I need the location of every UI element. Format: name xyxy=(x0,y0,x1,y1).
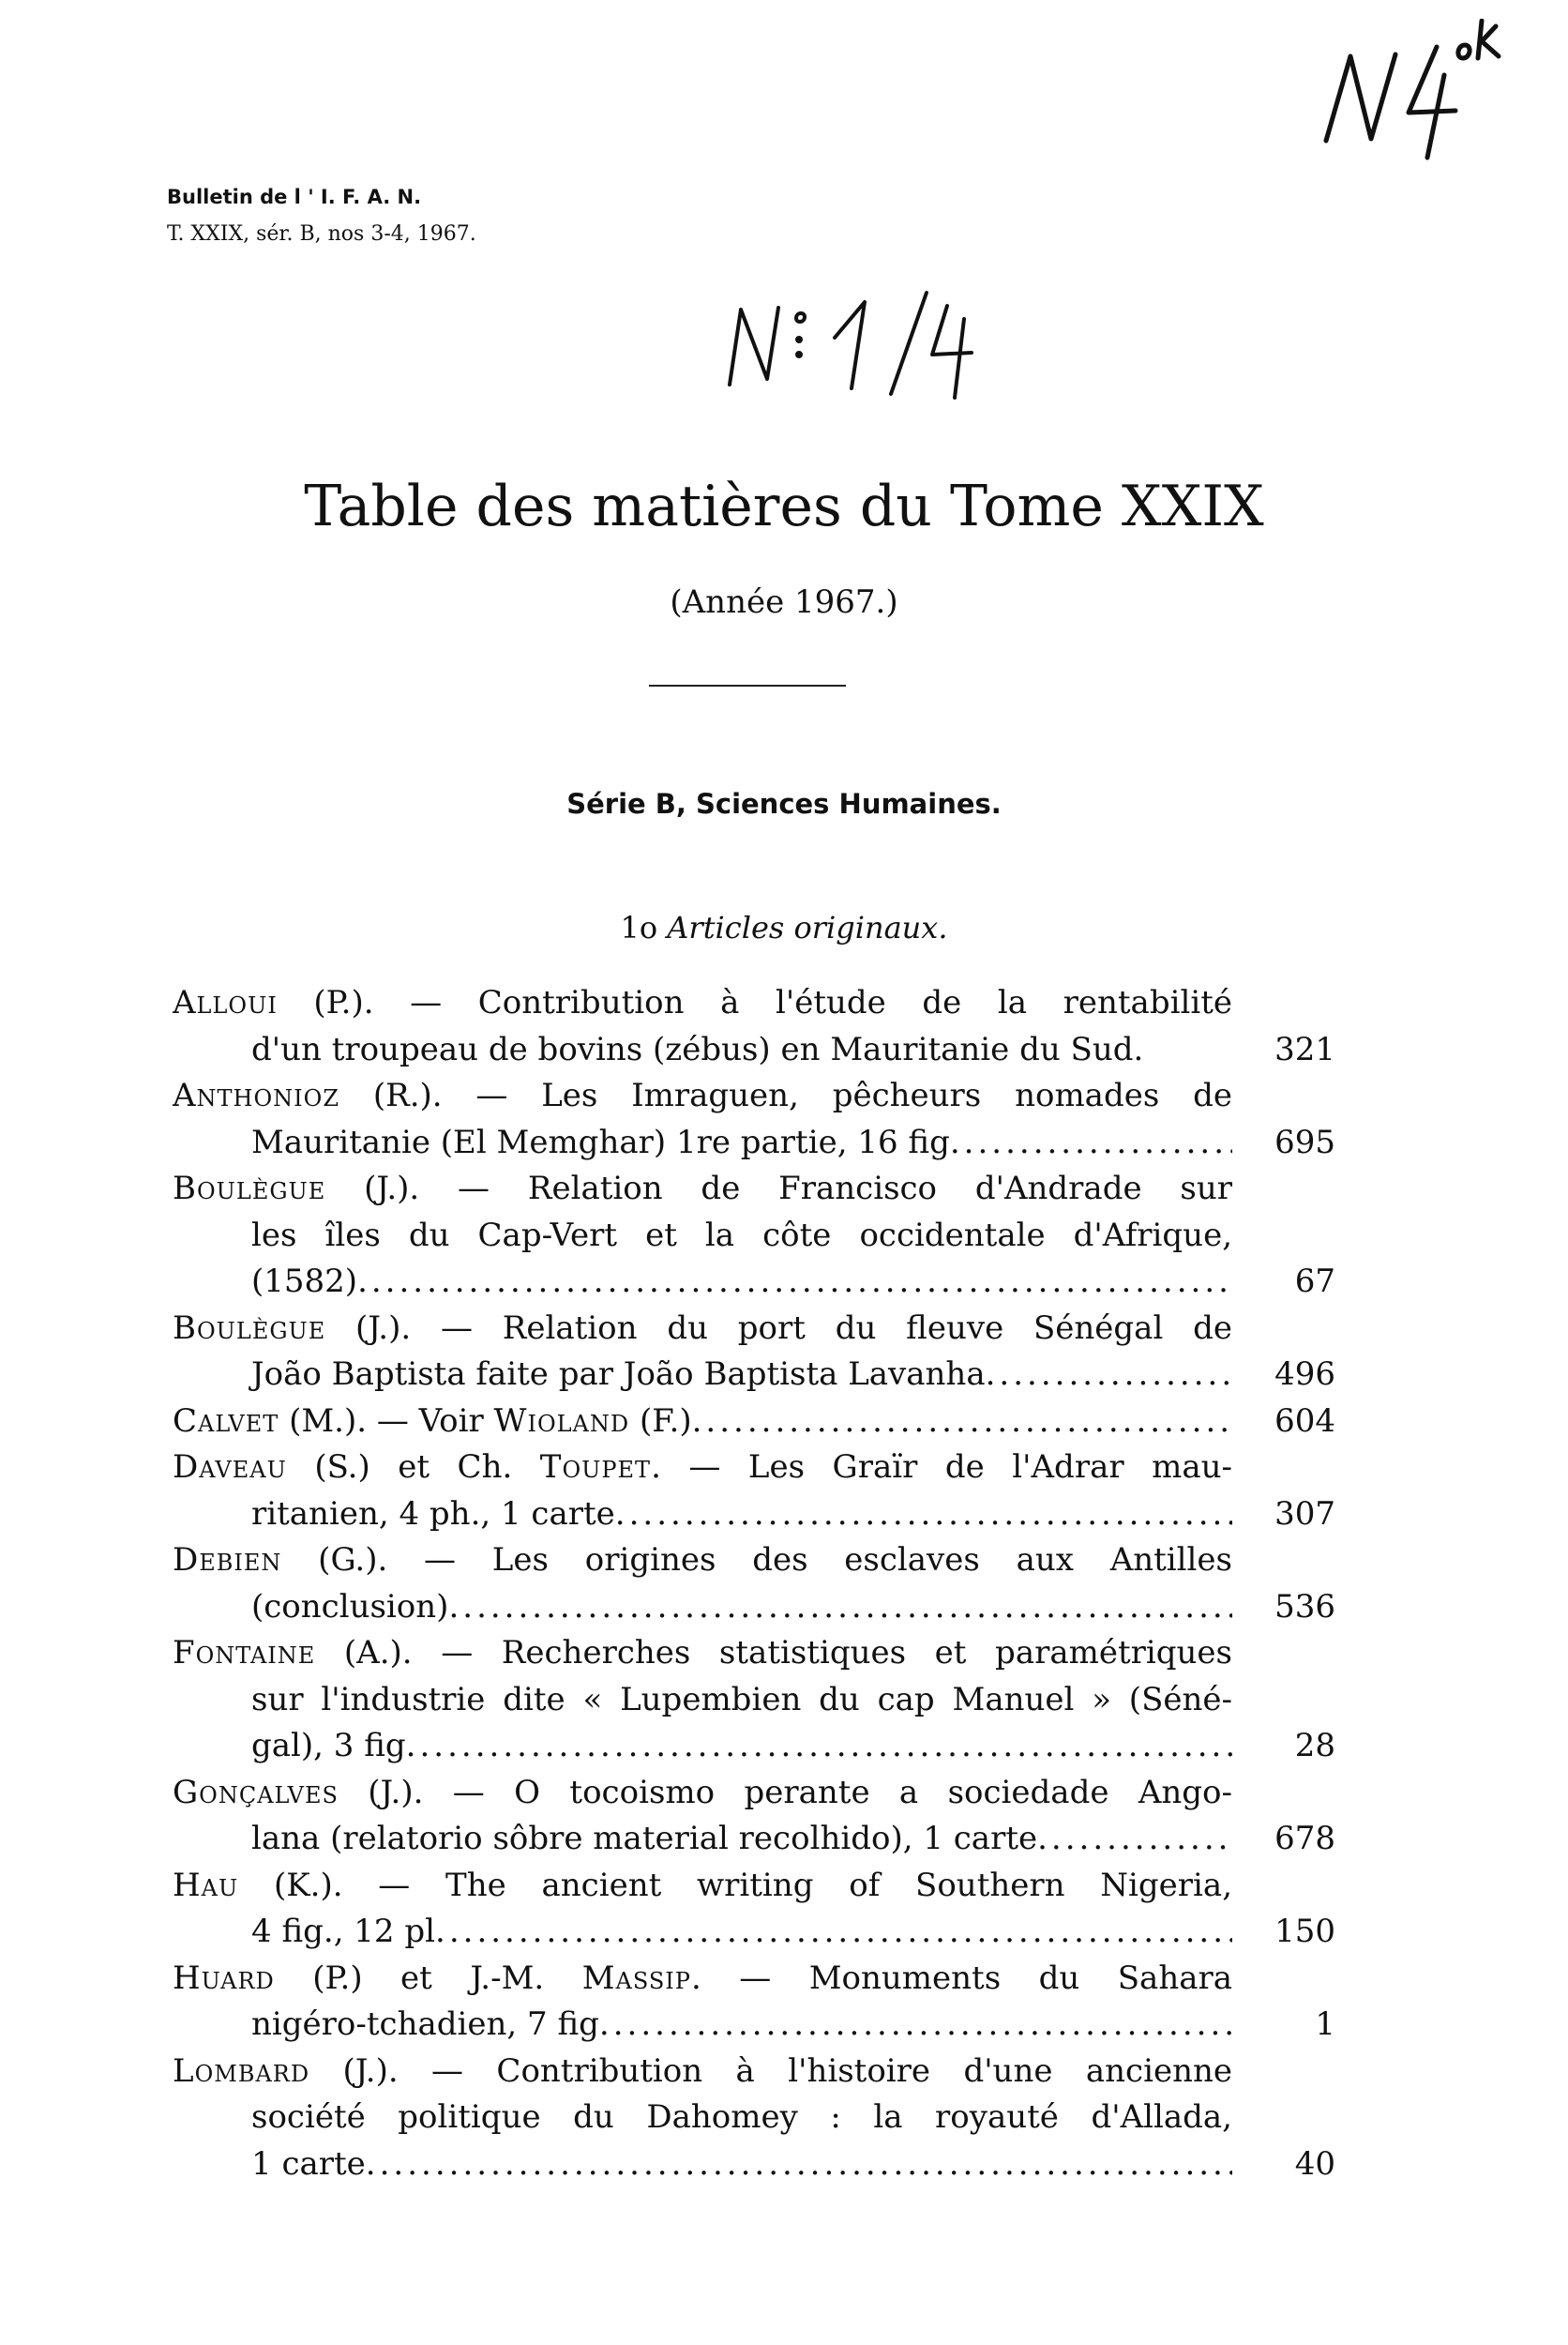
entry-continuation-line xyxy=(173,2095,1335,2141)
dot-leader xyxy=(950,1120,1232,1167)
page-number: 536 xyxy=(1274,1587,1335,1626)
page-number: 678 xyxy=(1274,1820,1335,1857)
entry-text: 4 fig., 12 pl xyxy=(251,1913,436,1950)
page-spacer xyxy=(1232,1677,1335,1724)
toc-entry xyxy=(173,1073,1335,1166)
page-spacer xyxy=(1232,2095,1335,2141)
entry-first-line xyxy=(173,1863,1335,1910)
page-spacer xyxy=(1232,1166,1335,1213)
entry-first-line xyxy=(173,980,1335,1027)
entry-heading xyxy=(173,1770,1232,1817)
page-spacer xyxy=(1232,1863,1335,1910)
entry-text: (F.) xyxy=(629,1401,692,1440)
entry-first-line xyxy=(173,1770,1335,1817)
entry-first-line xyxy=(173,1306,1335,1353)
section-label: Articles originaux. xyxy=(667,910,948,946)
entry-text: 1 carte xyxy=(251,2144,366,2183)
entry-text: (A.). — Recherches statistiques et paramétriques xyxy=(315,1634,1232,1672)
author-name: Calvet xyxy=(173,1401,279,1440)
toc-entry xyxy=(173,2049,1335,2188)
divider xyxy=(649,685,846,687)
handwritten-mark-top-right xyxy=(1305,19,1502,169)
entry-heading xyxy=(173,2049,1232,2095)
bulletin-title: Bulletin de l ' I. F. A. N. xyxy=(167,186,422,208)
entry-continuation-line xyxy=(173,1909,1335,1956)
entry-first-line xyxy=(173,1956,1335,2003)
entry-heading xyxy=(173,1630,1232,1677)
author-name: Hau xyxy=(173,1866,239,1904)
entry-text: sur l'industrie dite « Lupembien du cap Manuel » (Séné- xyxy=(251,1680,1232,1718)
entry-heading xyxy=(173,1073,1232,1120)
entry-text: (M.). — Voir xyxy=(279,1401,494,1440)
page-spacer xyxy=(1232,1073,1335,1120)
author-name: Gonçalves xyxy=(173,1773,339,1811)
page-number: 307 xyxy=(1274,1494,1335,1533)
entry-first-line xyxy=(173,1630,1335,1677)
entry-heading xyxy=(173,1956,1232,2003)
entry-first-line xyxy=(173,1166,1335,1213)
dot-leader xyxy=(615,1491,1232,1538)
dot-leader xyxy=(1037,1816,1232,1863)
author-name: Boulègue xyxy=(173,1309,326,1347)
page-spacer xyxy=(1232,1537,1335,1584)
entry-continuation-line xyxy=(173,1027,1335,1074)
toc-entry xyxy=(173,1956,1335,2049)
dot-leader xyxy=(357,1259,1232,1306)
entry-text: (S.) et Ch. xyxy=(286,1448,540,1486)
entry-heading xyxy=(173,1863,1232,1910)
entry-continuation-line xyxy=(173,1723,1335,1770)
entry-text: gal), 3 fig xyxy=(251,1727,406,1764)
entry-text: . — Monuments du Sahara xyxy=(690,1959,1233,1997)
page-spacer xyxy=(1232,1630,1335,1677)
dot-leader xyxy=(599,2002,1232,2049)
entry-text: (K.). — The ancient writing of Southern Nigeria, xyxy=(238,1866,1232,1904)
entry-text: João Baptista faite par João Baptista Lavanha xyxy=(251,1355,986,1393)
dot-leader xyxy=(448,1584,1232,1631)
entry-continuation-line xyxy=(173,1816,1335,1863)
toc-entry xyxy=(173,1630,1335,1770)
entry-text: (J.). — Contribution à l'histoire d'une ancienne xyxy=(309,2051,1232,2090)
entry-continuation-line xyxy=(173,1352,1335,1399)
entry-text: (R.). — Les Imraguen, pêcheurs nomades de xyxy=(339,1077,1232,1114)
bulletin-header xyxy=(167,178,476,253)
page-spacer xyxy=(1232,1213,1335,1260)
entry-heading xyxy=(173,1399,692,1445)
series-heading: Série B, Sciences Humaines. xyxy=(566,788,1002,820)
entry-text: nigéro-tchadien, 7 fig xyxy=(251,2005,599,2043)
entry-heading xyxy=(173,980,1232,1027)
dot-leader xyxy=(692,1399,1232,1445)
entry-first-line xyxy=(173,1445,1335,1491)
dot-leader xyxy=(986,1352,1232,1399)
entry-continuation-line xyxy=(173,1677,1335,1724)
dot-leader xyxy=(435,1909,1232,1956)
entry-continuation-line xyxy=(173,1259,1335,1306)
page-number: 496 xyxy=(1274,1355,1335,1393)
toc-entry xyxy=(173,1770,1335,1863)
entry-text: (P.) et J.-M. xyxy=(274,1959,582,1997)
entry-text: . — Les Graïr de l'Adrar mau- xyxy=(651,1448,1232,1486)
toc-entry xyxy=(173,1399,1335,1445)
page-number: 695 xyxy=(1274,1123,1335,1161)
page-spacer xyxy=(1232,1956,1335,2003)
entry-first-line xyxy=(173,1073,1335,1120)
entry-text: d'un troupeau de bovins (zébus) en Mauritanie du Sud. xyxy=(251,1030,1144,1068)
toc-entries xyxy=(173,980,1335,2187)
page-spacer xyxy=(1232,1445,1335,1491)
entry-text: (J.). — Relation du port du fleuve Sénégal de xyxy=(325,1309,1232,1347)
page-number: 150 xyxy=(1274,1913,1335,1950)
entry-text: les îles du Cap-Vert et la côte occidentale d'Afrique, xyxy=(251,1216,1232,1254)
entry-text: société politique du Dahomey : la royauté d'Allada, xyxy=(251,2098,1232,2136)
author-name: Boulègue xyxy=(173,1170,326,1207)
entry-heading xyxy=(173,1306,1232,1353)
entry-first-line xyxy=(173,1399,1335,1445)
spacer xyxy=(1143,1027,1232,1074)
entry-first-line xyxy=(173,1537,1335,1584)
page-number: 604 xyxy=(1274,1401,1335,1440)
entry-heading xyxy=(173,1537,1232,1584)
bulletin-volume: T. XXIX, sér. B, nos 3-4, 1967. xyxy=(167,222,476,246)
author-name: Toupet xyxy=(539,1448,652,1486)
toc-entry xyxy=(173,1445,1335,1537)
page-number: 67 xyxy=(1294,1263,1335,1300)
entry-text: (G.). — Les origines des esclaves aux Antilles xyxy=(281,1541,1232,1579)
entry-text: lana (relatorio sôbre material recolhido), 1 carte xyxy=(251,1820,1038,1857)
author-name: Huard xyxy=(173,1959,275,1997)
page-spacer xyxy=(1232,980,1335,1027)
page-number: 40 xyxy=(1294,2144,1335,2183)
toc-entry xyxy=(173,1306,1335,1399)
toc-entry xyxy=(173,1166,1335,1306)
dot-leader xyxy=(366,2141,1232,2188)
author-name: Massip xyxy=(581,1959,691,1997)
year-subtitle: (Année 1967.) xyxy=(670,583,898,621)
entry-text: (P.). — Contribution à l'étude de la rentabilité xyxy=(277,984,1232,1021)
entry-continuation-line xyxy=(173,2141,1335,2188)
entry-text: ritanien, 4 ph., 1 carte xyxy=(251,1494,615,1533)
entry-continuation-line xyxy=(173,1120,1335,1167)
entry-continuation-line xyxy=(173,2002,1335,2049)
toc-entry xyxy=(173,1537,1335,1630)
entry-text: (J.). — O tocoismo perante a sociedade Ango- xyxy=(338,1773,1232,1811)
entry-continuation-line xyxy=(173,1491,1335,1538)
toc-entry xyxy=(173,1863,1335,1956)
page-spacer xyxy=(1232,1770,1335,1817)
author-name: Debien xyxy=(173,1541,282,1579)
author-name: Alloui xyxy=(173,984,278,1021)
entry-heading xyxy=(173,1166,1232,1213)
page-number: 321 xyxy=(1274,1030,1335,1068)
entry-first-line xyxy=(173,2049,1335,2095)
entry-text: (conclusion) xyxy=(251,1587,449,1626)
entry-continuation-line xyxy=(173,1584,1335,1631)
author-name: Fontaine xyxy=(173,1634,316,1672)
handwritten-mark-number xyxy=(713,281,1003,408)
entry-text: (1582) xyxy=(251,1263,358,1300)
toc-entry xyxy=(173,980,1335,1073)
section-heading xyxy=(0,910,1568,946)
page-spacer xyxy=(1232,1306,1335,1353)
entry-text: Mauritanie (El Memghar) 1re partie, 16 fig xyxy=(251,1123,950,1161)
entry-text: (J.). — Relation de Francisco d'Andrade sur xyxy=(325,1170,1232,1207)
dot-leader xyxy=(406,1723,1232,1770)
page-number: 1 xyxy=(1315,2005,1335,2043)
author-name: Wioland xyxy=(493,1401,630,1440)
author-name: Lombard xyxy=(173,2051,310,2090)
entry-continuation-line xyxy=(173,1213,1335,1260)
author-name: Anthonioz xyxy=(173,1077,339,1114)
section-number: 1o xyxy=(620,910,658,946)
entry-heading xyxy=(173,1445,1232,1491)
page-title: Table des matières du Tome XXIX xyxy=(304,474,1264,539)
page-spacer xyxy=(1232,2049,1335,2095)
author-name: Daveau xyxy=(173,1448,287,1486)
page-number: 28 xyxy=(1294,1727,1335,1764)
